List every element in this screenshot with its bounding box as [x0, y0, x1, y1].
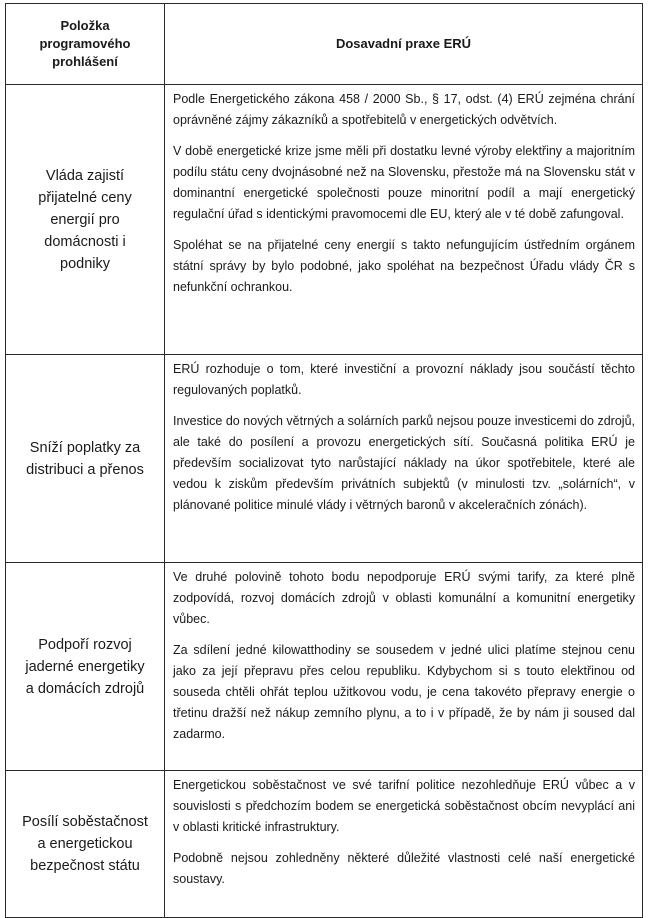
row-topic: [6, 771, 165, 918]
row-practice-text: [165, 771, 643, 918]
header-item-line: programového: [39, 36, 131, 51]
table-row: [6, 563, 643, 771]
topic-line: přijatelné ceny: [38, 189, 132, 206]
header-item-line: Položka: [60, 18, 110, 33]
header-practice-column: [165, 4, 643, 85]
row-topic: [6, 563, 165, 771]
topic-line: distribuci a přenos: [26, 461, 144, 478]
row-practice-text: [165, 563, 643, 771]
row-practice-text: [165, 85, 643, 355]
topic-line: a energetickou: [37, 836, 133, 852]
topic-line: energií pro: [50, 211, 120, 228]
topic-line: domácnosti i: [44, 233, 126, 250]
header-item-column: [6, 4, 165, 85]
table-row: [6, 355, 643, 563]
paragraph: ERÚ rozhoduje o tom, které investiční a provozní náklady jsou součástí těchto regulovaných poplatků.: [173, 362, 635, 397]
paragraph: Spoléhat se na přijatelné ceny energií s takto nefungujícím ústředním orgánem státní správy by bylo podobné, jako spoléhat na bezpečnost Úřadu vlády ČR s nefunkční ochrankou.: [173, 238, 635, 294]
paragraph: Ve druhé polovině tohoto bodu nepodporuje ERÚ svými tarify, za které plně zodpovídá, rozvoj domácích zdrojů v oblasti komunální a komunitní energetiky vůbec.: [173, 570, 635, 626]
row-topic: [6, 355, 165, 563]
policy-comparison-table: [5, 3, 643, 918]
topic-line: Vláda zajistí: [45, 167, 125, 184]
paragraph: Energetickou soběstačnost ve své tarifní politice nezohledňuje ERÚ vůbec a v souvislosti s předchozím bodem se energetická soběstačnost obcím nevyplácí ani v oblasti kritické infrastruktury.: [173, 778, 635, 834]
topic-line: podniky: [60, 255, 110, 272]
header-practice-label: Dosavadní praxe ERÚ: [335, 36, 472, 51]
paragraph: V době energetické krize jsme měli při dostatku levné výroby elektřiny a majoritním podílu státu ceny dvojnásobné než na Slovensku, přestože má na Slovensku stát v dominantní energetické společnosti pouze minoritní podíl a mají energetický regulační úřad s identickými pravomocemi dle EU, který ale v té době zafungoval.: [173, 144, 635, 221]
topic-line: Posílí soběstačnost: [22, 814, 148, 830]
table-header-row: [6, 4, 643, 85]
topic-line: a domácích zdrojů: [25, 680, 145, 697]
paragraph: Investice do nových větrných a solárních parků nejsou pouze investicemi do zdrojů, ale také do posílení a provozu energetických sítí. Současná politika ERÚ je především socializovat tyto narůstající náklady na úkor spotřebitele, které ale vedou k ziskům především privátních subjektů (v minulosti tzv. „solárních“, v plánované politice minulé vlády i větrných baronů v akceleračních zónách).: [173, 414, 635, 512]
row-practice-text: [165, 355, 643, 563]
table-row: [6, 85, 643, 355]
paragraph: Za sdílení jedné kilowatthodiny se sousedem v jedné ulici platíme stejnou cenu jako za její přepravu přes celou republiku. Kdybychom si s touto elektřinou od souseda chtěli ohřát teplou užitkovou vodu, je cena takovéto přepravy energie o třetinu dražší než nákup zemního plynu, a to i v případě, že by nám ji soused dal zadarmo.: [173, 643, 635, 741]
topic-line: Podpoří rozvoj: [38, 636, 132, 653]
row-topic: [6, 85, 165, 355]
paragraph: Podobně nejsou zohledněny některé důležité vlastnosti celé naší energetické soustavy.: [173, 851, 635, 886]
paragraph: Podle Energetického zákona 458 / 2000 Sb., § 17, odst. (4) ERÚ zejména chrání oprávněné zájmy zákazníků a spotřebitelů v energetických odvětvích.: [173, 92, 635, 127]
topic-line: Sníží poplatky za: [29, 439, 141, 456]
topic-line: jaderné energetiky: [25, 658, 145, 675]
topic-line: bezpečnost státu: [30, 858, 140, 874]
table-row: [6, 771, 643, 918]
header-item-line: prohlášení: [52, 54, 118, 69]
